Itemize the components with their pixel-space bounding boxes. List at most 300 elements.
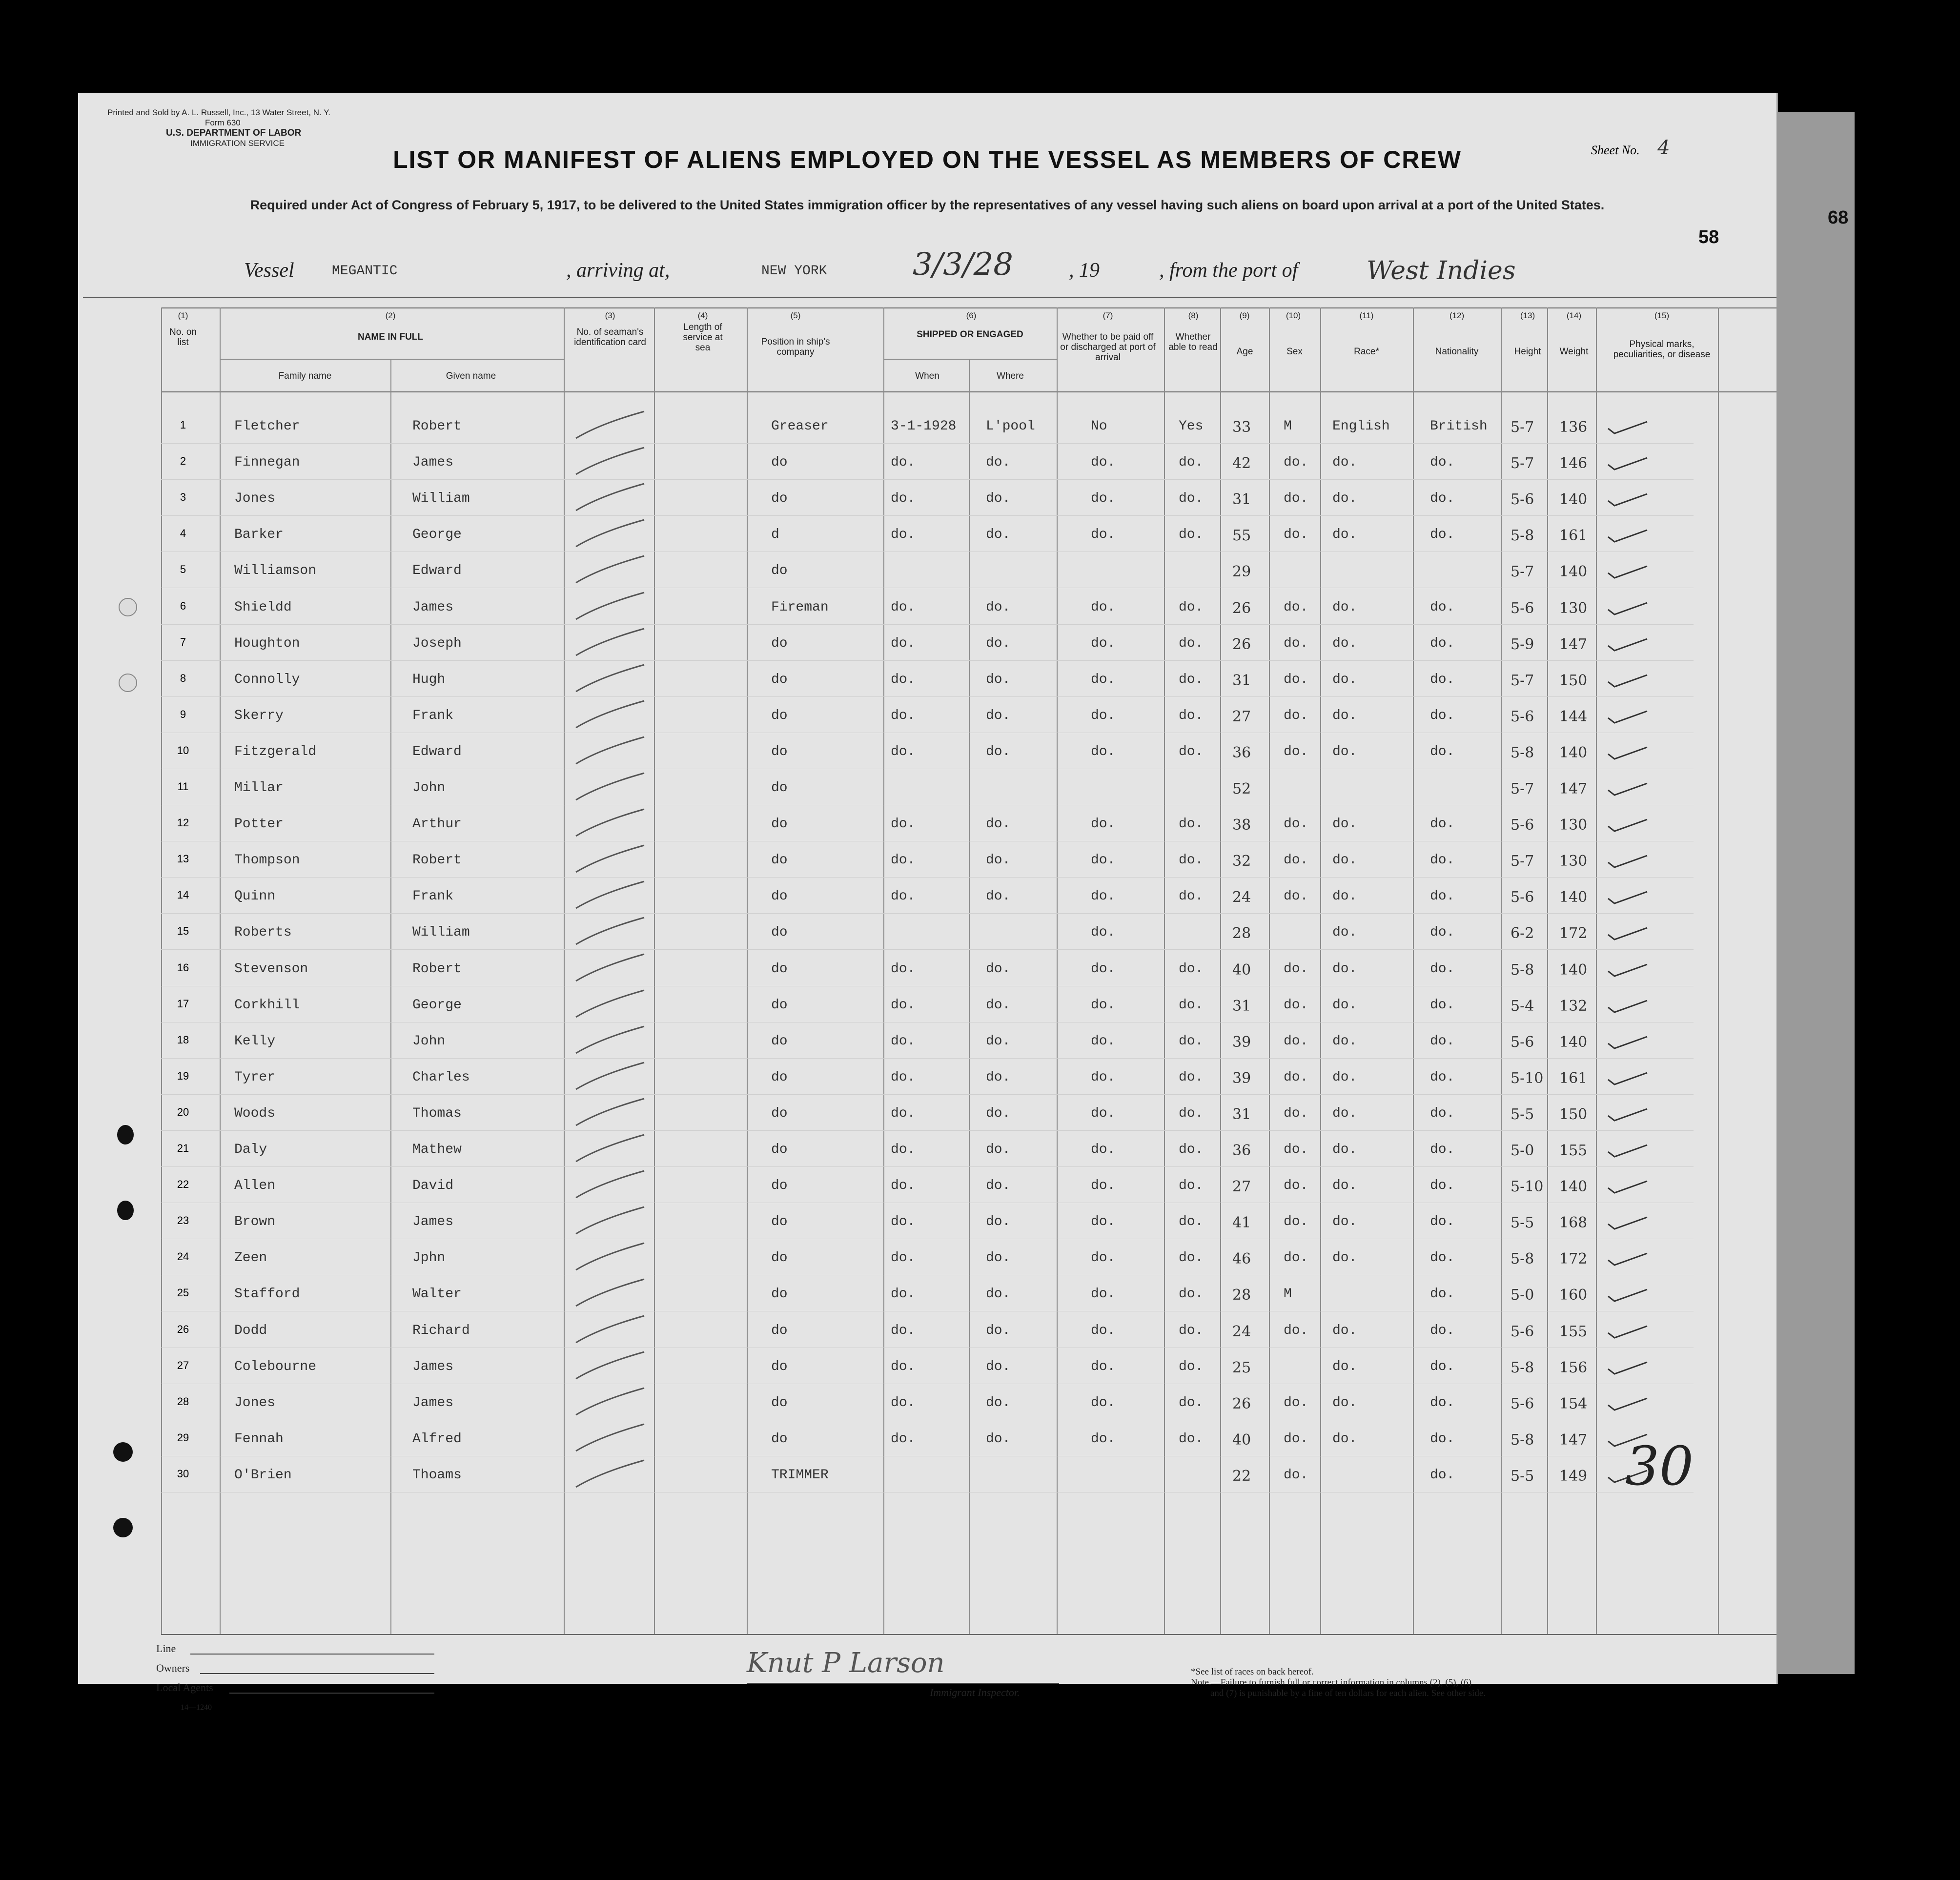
cell-family-name: Kelly [234,1033,276,1049]
cell-height: 5-6 [1511,599,1534,617]
cell-shipped-when: 3-1-1928 [891,419,957,434]
cell-position: Fireman [771,599,829,615]
cell-able-to-read: do. [1179,1214,1204,1230]
cell-age: 22 [1232,1467,1251,1485]
cell-height: 5-10 [1511,1178,1544,1196]
table-bottom-rule [161,1634,1776,1635]
cell-weight: 132 [1559,997,1588,1015]
cell-able-to-read: do. [1179,455,1204,470]
cell-weight: 154 [1559,1395,1588,1412]
cell-able-to-read: do. [1179,961,1204,977]
cell-paid-off: do. [1091,1033,1116,1049]
cell-family-name: Skerry [234,708,284,723]
cell-given-name: David [412,1178,454,1194]
vessel-label: Vessel [244,259,294,282]
row-rule [161,696,1694,697]
cell-race: do. [1332,925,1357,940]
cell-age: 33 [1232,419,1251,436]
cell-age: 31 [1232,1105,1251,1123]
cell-nationality: do. [1430,997,1455,1013]
cell-age: 36 [1232,744,1251,761]
cell-able-to-read: do. [1179,817,1204,832]
cell-shipped-when: do. [891,961,916,977]
check-mark-icon [1606,490,1650,510]
check-mark-icon [1606,1322,1650,1342]
cell-list-number: 22 [177,1178,189,1191]
cell-list-number: 28 [177,1395,189,1408]
cell-family-name: Woods [234,1105,276,1121]
cell-shipped-when: do. [891,1431,916,1447]
binder-hole [117,1201,134,1220]
check-mark-icon [1606,1213,1650,1233]
cell-able-to-read: do. [1179,853,1204,868]
cell-age: 32 [1232,853,1251,870]
cell-given-name: Frank [412,889,454,904]
check-mark-icon [1606,816,1650,835]
stamp-number-back: 68 [1828,207,1849,228]
cell-paid-off: do. [1091,889,1116,904]
printer-imprint-block [107,107,330,148]
stamp-number: 58 [1698,227,1719,247]
cell-race: do. [1332,1033,1357,1049]
crew-row [78,522,1776,558]
cell-given-name: William [412,491,470,507]
cell-nationality: do. [1430,1214,1455,1230]
cell-weight: 172 [1559,1250,1588,1268]
cell-race: do. [1332,1069,1357,1085]
cell-age: 36 [1232,1142,1251,1159]
arrival-date: 3/3/28 [913,246,1013,283]
cell-position: do [771,1395,788,1410]
cell-sex: do. [1284,1105,1308,1121]
cell-family-name: Houghton [234,635,300,651]
crew-row [78,848,1776,884]
cell-age: 55 [1232,527,1251,545]
cell-weight: 140 [1559,744,1588,761]
id-card-mark [571,879,649,913]
col-6-header: SHIPPED OR ENGAGED [917,329,1023,340]
cell-family-name: Brown [234,1214,276,1230]
cell-sex: do. [1284,527,1308,543]
col-10-number: (10) [1286,311,1301,320]
cell-weight: 140 [1559,889,1588,906]
shipped-subheader-rule [883,359,1057,360]
cell-able-to-read: do. [1179,889,1204,904]
col-9-header: Age [1236,347,1253,357]
crew-row [78,595,1776,631]
crew-row [78,993,1776,1029]
cell-height: 5-5 [1511,1214,1534,1232]
from-port-label: , from the port of [1159,259,1298,282]
cell-given-name: Hugh [412,672,446,687]
cell-list-number: 16 [177,961,189,974]
id-card-mark [571,662,649,696]
cell-race: do. [1332,961,1357,977]
cell-nationality: do. [1430,455,1455,470]
cell-sex: do. [1284,889,1308,904]
check-mark-icon [1606,635,1650,654]
id-card-mark [571,1349,649,1384]
check-mark-icon [1606,743,1650,763]
cell-shipped-where: do. [986,1250,1011,1266]
cell-height: 5-6 [1511,1395,1534,1412]
row-rule [161,624,1694,625]
cell-paid-off: do. [1091,599,1116,615]
col-1-number: (1) [178,311,188,320]
penalty-note-1: Note.—Failure to furnish full or correct information in columns (2), (5), (6) [1191,1677,1472,1688]
cell-able-to-read: do. [1179,1105,1204,1121]
cell-family-name: Zeen [234,1250,267,1266]
cell-given-name: Charles [412,1069,470,1085]
binder-hole [119,674,137,692]
cell-height: 5-8 [1511,527,1534,545]
cell-nationality: do. [1430,925,1455,940]
cell-paid-off: do. [1091,1287,1116,1302]
cell-able-to-read: do. [1179,1250,1204,1266]
cell-paid-off: do. [1091,491,1116,507]
cell-shipped-when: do. [891,1105,916,1121]
row-rule [161,1094,1694,1095]
check-mark-icon [1606,924,1650,943]
cell-position: do [771,672,788,687]
cell-weight: 136 [1559,419,1588,436]
cell-shipped-where: do. [986,1105,1011,1121]
col-8-header: Whether able to read [1168,332,1218,352]
cell-sex: do. [1284,817,1308,832]
id-card-mark [571,1422,649,1456]
cell-nationality: do. [1430,1431,1455,1447]
cell-nationality: do. [1430,961,1455,977]
cell-weight: 156 [1559,1359,1588,1376]
cell-given-name: Frank [412,708,454,723]
form-code: 14—1240 [181,1703,212,1712]
id-card-mark [571,1205,649,1239]
cell-weight: 168 [1559,1214,1588,1232]
cell-age: 31 [1232,672,1251,689]
cell-nationality: do. [1430,853,1455,868]
cell-shipped-when: do. [891,853,916,868]
cell-given-name: James [412,1395,454,1410]
cell-paid-off: do. [1091,708,1116,723]
cell-weight: 161 [1559,1069,1588,1087]
cell-nationality: do. [1430,1467,1455,1483]
cell-nationality: do. [1430,889,1455,904]
cell-height: 5-10 [1511,1069,1544,1087]
cell-list-number: 29 [177,1431,189,1444]
cell-position: do [771,817,788,832]
crew-row [78,558,1776,594]
cell-nationality: do. [1430,527,1455,543]
cell-height: 5-7 [1511,780,1534,797]
cell-position: do [771,491,788,507]
cell-shipped-where: do. [986,491,1011,507]
cell-list-number: 19 [177,1069,189,1082]
cell-height: 5-6 [1511,817,1534,834]
col-15-number: (15) [1654,311,1670,320]
cell-list-number: 1 [180,419,186,431]
crew-row [78,1354,1776,1390]
cell-list-number: 13 [177,853,189,865]
cell-race: do. [1332,708,1357,723]
id-card-mark [571,445,649,479]
cell-shipped-where: do. [986,853,1011,868]
id-card-mark [571,1024,649,1058]
cell-height: 5-8 [1511,961,1534,979]
cell-paid-off: No [1091,419,1107,434]
crew-row [78,667,1776,703]
from-port: West Indies [1367,256,1516,286]
cell-given-name: Joseph [412,635,462,651]
cell-shipped-when: do. [891,527,916,543]
cell-age: 26 [1232,1395,1251,1412]
cell-age: 29 [1232,563,1251,581]
cell-paid-off: do. [1091,1214,1116,1230]
cell-age: 28 [1232,925,1251,942]
id-card-mark [571,771,649,805]
cell-position: do [771,1431,788,1447]
cell-height: 6-2 [1511,925,1534,942]
cell-height: 5-8 [1511,1431,1534,1449]
cell-able-to-read: do. [1179,635,1204,651]
cell-list-number: 20 [177,1105,189,1118]
cell-age: 27 [1232,708,1251,725]
cell-shipped-where: do. [986,527,1011,543]
cell-height: 5-6 [1511,1323,1534,1340]
cell-given-name: Arthur [412,817,462,832]
cell-race: do. [1332,889,1357,904]
id-card-mark [571,1277,649,1311]
cell-able-to-read: do. [1179,1287,1204,1302]
cell-list-number: 18 [177,1033,189,1046]
crew-row [78,1137,1776,1173]
cell-height: 5-8 [1511,1250,1534,1268]
document-title: LIST OR MANIFEST OF ALIENS EMPLOYED ON THE VESSEL AS MEMBERS OF CREW [393,146,1462,173]
cell-weight: 140 [1559,563,1588,581]
sheet-number-label: Sheet No. [1591,143,1640,157]
cell-height: 5-6 [1511,1033,1534,1051]
crew-row [78,1246,1776,1282]
cell-list-number: 27 [177,1359,189,1371]
cell-shipped-when: do. [891,1359,916,1374]
cell-weight: 155 [1559,1142,1588,1159]
check-mark-icon [1606,599,1650,618]
crew-row [78,920,1776,956]
given-name-header: Given name [446,371,496,381]
cell-given-name: Robert [412,419,462,434]
cell-weight: 130 [1559,817,1588,834]
cell-position: do [771,1178,788,1194]
id-card-mark [571,952,649,986]
cell-race: do. [1332,527,1357,543]
cell-list-number: 4 [180,527,186,540]
cell-sex: do. [1284,455,1308,470]
col-2-header: NAME IN FULL [357,332,424,342]
row-rule [161,515,1694,516]
cell-age: 38 [1232,817,1251,834]
cell-weight: 161 [1559,527,1588,545]
check-mark-icon [1606,1286,1650,1305]
cell-position: do [771,853,788,868]
cell-height: 5-6 [1511,889,1534,906]
cell-able-to-read: do. [1179,672,1204,687]
cell-age: 40 [1232,961,1251,979]
col-7-number: (7) [1102,311,1113,320]
arriving-label: , arriving at, [566,259,670,282]
check-mark-icon [1606,1358,1650,1378]
cell-given-name: Edward [412,563,462,579]
row-rule [161,443,1694,444]
cell-list-number: 26 [177,1323,189,1335]
check-mark-icon [1606,526,1650,546]
cell-list-number: 30 [177,1467,189,1480]
agents-label: Local Agents [156,1681,213,1694]
cell-given-name: George [412,527,462,543]
check-mark-icon [1606,707,1650,727]
document-subtitle: Required under Act of Congress of February 5, 1917, to be delivered to the United States immigration officer by the representatives of any vessel having such aliens on board upon arrival at a port of the United States. [250,198,1605,212]
manifest-sheet [78,93,1778,1712]
cell-given-name: Robert [412,853,462,868]
id-card-mark [571,1458,649,1492]
cell-given-name: Thomas [412,1105,462,1121]
binder-hole [117,1125,134,1144]
cell-paid-off: do. [1091,817,1116,832]
crew-row [78,631,1776,667]
penalty-note-2: and (7) is punishable by a fine of ten dollars for each alien. See other side. [1210,1688,1486,1698]
cell-list-number: 11 [177,780,189,793]
cell-age: 26 [1232,635,1251,653]
cell-shipped-when: do. [891,1069,916,1085]
crew-row [78,1282,1776,1318]
cell-shipped-where: do. [986,1178,1011,1194]
binder-hole [113,1518,133,1537]
cell-weight: 149 [1559,1467,1588,1485]
cell-able-to-read: do. [1179,1323,1204,1338]
cell-family-name: Millar [234,780,284,796]
check-mark-icon [1606,997,1650,1016]
cell-nationality: do. [1430,672,1455,687]
col-3-number: (3) [605,311,615,320]
cell-paid-off: do. [1091,1069,1116,1085]
cell-age: 24 [1232,1323,1251,1340]
col-11-header: Race* [1354,347,1379,357]
cell-list-number: 12 [177,817,189,829]
cell-height: 5-0 [1511,1287,1534,1304]
crew-total: 30 [1625,1435,1694,1497]
col-8-number: (8) [1188,311,1199,320]
row-rule [161,479,1694,480]
cell-family-name: Shieldd [234,599,292,615]
cell-family-name: Williamson [234,563,317,579]
cell-weight: 147 [1559,1431,1588,1449]
cell-race: do. [1332,455,1357,470]
check-mark-icon [1606,454,1650,473]
crew-row [78,1029,1776,1065]
cell-family-name: Stevenson [234,961,308,977]
cell-age: 25 [1232,1359,1251,1376]
check-mark-icon [1606,1177,1650,1197]
cell-height: 5-7 [1511,672,1534,689]
cell-list-number: 8 [180,672,186,684]
cell-able-to-read: do. [1179,491,1204,507]
page-stack-edge [1767,112,1855,1674]
cell-race: do. [1332,1323,1357,1338]
cell-position: do [771,1250,788,1266]
cell-position: do [771,1359,788,1374]
cell-shipped-when: do. [891,708,916,723]
cell-list-number: 15 [177,925,189,938]
crew-row [78,414,1776,450]
check-mark-icon [1606,1105,1650,1124]
cell-family-name: Daly [234,1142,267,1157]
cell-family-name: Fennah [234,1431,284,1447]
crew-row [78,1101,1776,1137]
cell-race: do. [1332,1105,1357,1121]
cell-paid-off: do. [1091,997,1116,1013]
cell-shipped-when: do. [891,635,916,651]
cell-position: do [771,708,788,723]
cell-sex: do. [1284,744,1308,759]
check-mark-icon [1606,1141,1650,1161]
check-mark-icon [1606,960,1650,980]
col-12-header: Nationality [1435,347,1479,357]
row-rule [161,1058,1694,1059]
check-mark-icon [1606,1394,1650,1414]
check-mark-icon [1606,418,1650,437]
col-4-number: (4) [697,311,708,320]
cell-height: 5-7 [1511,419,1534,436]
cell-height: 5-6 [1511,491,1534,509]
col-5-number: (5) [790,311,801,320]
arriving-port: NEW YORK [761,264,827,279]
col-14-header: Weight [1559,347,1589,357]
cell-able-to-read: do. [1179,708,1204,723]
cell-sex: do. [1284,961,1308,977]
cell-sex: do. [1284,599,1308,615]
cell-given-name: James [412,1214,454,1230]
col-2-number: (2) [385,311,396,320]
cell-sex: do. [1284,491,1308,507]
cell-weight: 155 [1559,1323,1588,1340]
cell-shipped-when: do. [891,491,916,507]
cell-nationality: do. [1430,708,1455,723]
cell-family-name: Allen [234,1178,276,1194]
cell-sex: do. [1284,1214,1308,1230]
cell-given-name: Robert [412,961,462,977]
cell-paid-off: do. [1091,1178,1116,1194]
cell-height: 5-7 [1511,455,1534,472]
vessel-line-rule [83,297,1776,298]
cell-nationality: do. [1430,1033,1455,1049]
cell-weight: 140 [1559,1178,1588,1196]
cell-paid-off: do. [1091,961,1116,977]
cell-nationality: do. [1430,817,1455,832]
cell-list-number: 24 [177,1250,189,1263]
cell-nationality: do. [1430,1142,1455,1157]
id-card-mark [571,1241,649,1275]
crew-row [78,884,1776,920]
cell-position: do [771,1323,788,1338]
cell-age: 27 [1232,1178,1251,1196]
col-3-header: No. of seaman's identification card [574,327,646,347]
cell-sex: do. [1284,1323,1308,1338]
cell-given-name: George [412,997,462,1013]
cell-paid-off: do. [1091,853,1116,868]
cell-nationality: do. [1430,491,1455,507]
id-card-mark [571,553,649,588]
cell-family-name: Jones [234,491,276,507]
row-rule [161,660,1694,661]
cell-nationality: British [1430,419,1488,434]
